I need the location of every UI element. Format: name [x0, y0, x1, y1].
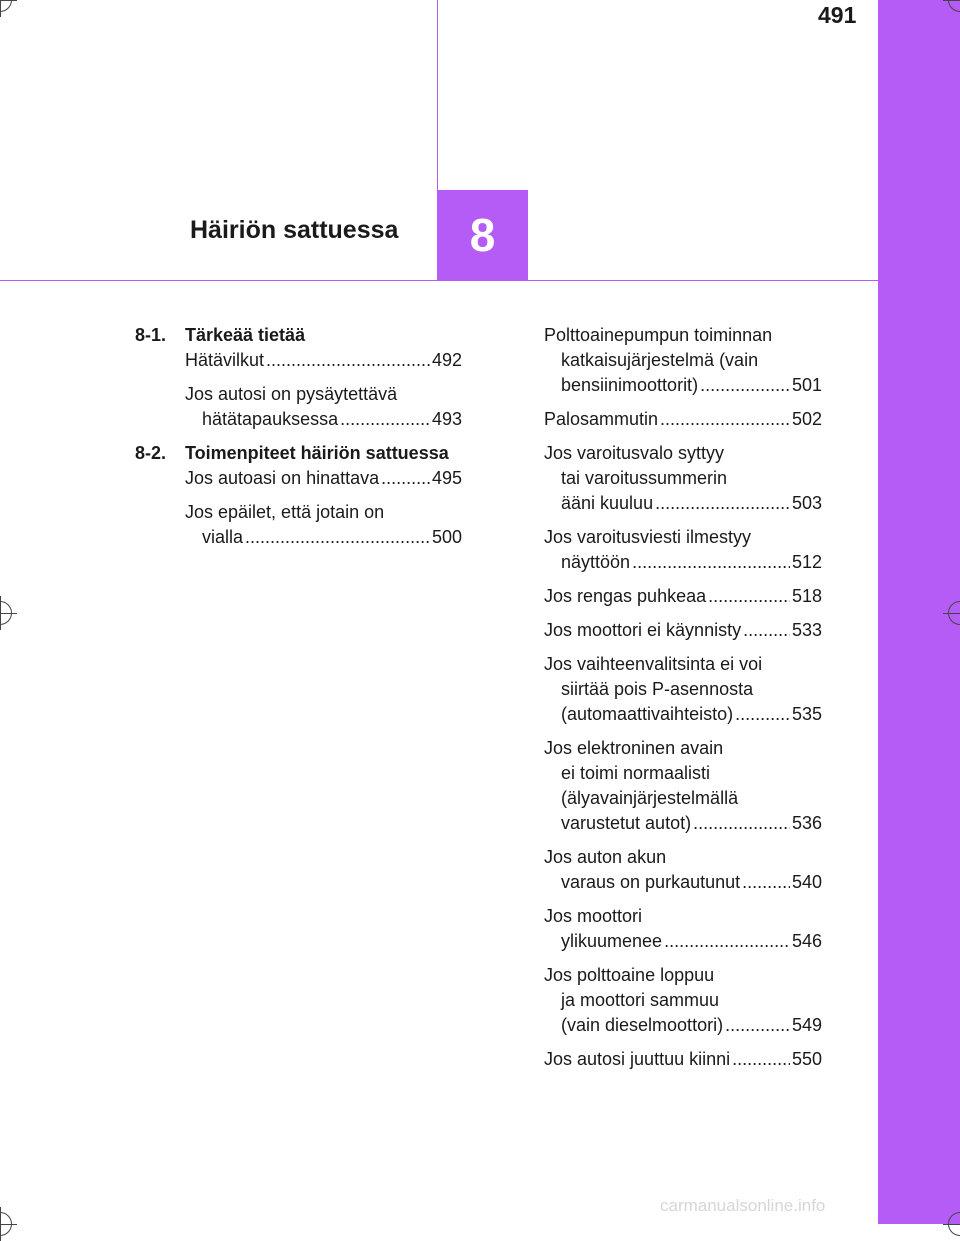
toc-leader-dots: [340, 407, 430, 432]
registration-mark-icon: [948, 1212, 960, 1236]
toc-leader-dots: [742, 870, 790, 895]
toc-right-column: [544, 323, 822, 1081]
toc-entry-text: Jos autosi juuttuu kiinni: [544, 1049, 731, 1069]
toc-entry[interactable]: [544, 525, 822, 575]
toc-entry-last-line: [544, 702, 822, 727]
toc-entry-last-line: [544, 1047, 822, 1072]
toc-entry-text: hätätapauksessa: [202, 409, 339, 429]
toc-entry-last-line: [185, 348, 462, 373]
toc-section-number: 8-2.: [135, 443, 167, 463]
toc-entry[interactable]: [544, 963, 822, 1038]
watermark: carmanualsonline.info: [660, 1196, 826, 1215]
toc-leader-dots: [743, 618, 790, 643]
toc-entry-last-line: [544, 1013, 822, 1038]
toc-page-number: 536: [791, 813, 822, 833]
toc-leader-dots: [708, 584, 790, 609]
toc-leader-dots: [725, 1013, 790, 1038]
toc-entry-text: Jos moottori ei käynnisty: [544, 620, 742, 640]
toc-entry[interactable]: [544, 904, 822, 954]
toc-section: [135, 323, 462, 432]
toc-entry-last-line: [544, 491, 822, 516]
toc-leader-dots: [245, 525, 430, 550]
toc-page-number: 501: [791, 375, 822, 395]
toc-entry[interactable]: [544, 584, 822, 609]
toc-entry-text: bensiinimoottorit): [561, 375, 699, 395]
toc-page-number: 512: [791, 552, 822, 572]
toc-entry[interactable]: [185, 500, 462, 550]
toc-entry-text: Jos vaihteenvalitsinta ei voi: [544, 654, 763, 674]
toc-page-number: 549: [791, 1015, 822, 1035]
toc-entry-text: katkaisujärjestelmä (vain: [561, 350, 759, 370]
toc-entry-text: Jos varoitusvalo syttyy: [544, 443, 725, 463]
toc-page-number: 550: [791, 1049, 822, 1069]
toc-entry-last-line: [185, 466, 462, 491]
toc-entry-text: Jos autosi on pysäytettävä: [185, 384, 398, 404]
registration-mark-icon: [0, 0, 12, 12]
toc-entry-text: Polttoainepumpun toiminnan: [544, 325, 773, 345]
toc-entry[interactable]: [544, 1047, 822, 1072]
toc-entry-text: ääni kuuluu: [561, 493, 654, 513]
toc-section-title: Tärkeää tietää: [185, 325, 306, 345]
toc-leader-dots: [693, 811, 790, 836]
chapter-number-box: [437, 190, 528, 280]
toc-entry-text: Jos rengas puhkeaa: [544, 586, 707, 606]
toc-entry-text: näyttöön: [561, 552, 631, 572]
header-divider-vertical: [437, 0, 438, 190]
toc-section-heading: [135, 441, 462, 466]
chapter-title: Häiriön sattuessa: [190, 216, 399, 244]
toc-entry-last-line: [544, 584, 822, 609]
toc-entry-text: Jos polttoaine loppuu: [544, 965, 715, 985]
toc-entry[interactable]: [544, 652, 822, 727]
toc-page-number: 540: [791, 872, 822, 892]
toc-entry-text: varustetut autot): [561, 813, 692, 833]
toc-left-column: [135, 323, 462, 559]
toc-page-number: 518: [791, 586, 822, 606]
registration-mark-icon: [0, 601, 12, 625]
toc-page-number: 533: [791, 620, 822, 640]
toc-leader-dots: [732, 1047, 790, 1072]
header-divider-horizontal: [0, 280, 878, 281]
toc-page-number: 546: [791, 931, 822, 951]
toc-leader-dots: [266, 348, 430, 373]
toc-section-title: Toimenpiteet häiriön sattuessa: [185, 443, 449, 463]
toc-leader-dots: [381, 466, 430, 491]
toc-page-number: 535: [791, 704, 822, 724]
toc-leader-dots: [655, 491, 790, 516]
toc-entry[interactable]: [544, 618, 822, 643]
toc-leader-dots: [700, 373, 790, 398]
toc-page-number: 495: [431, 468, 462, 488]
toc-entry-text: Jos auton akun: [544, 847, 667, 867]
toc-entry-text: tai varoitussummerin: [561, 468, 728, 488]
toc-leader-dots: [632, 550, 790, 575]
toc-page-number: 500: [431, 527, 462, 547]
toc-entry-last-line: [544, 811, 822, 836]
page-number: 491: [818, 2, 857, 28]
toc-page-number: 493: [431, 409, 462, 429]
toc-entry[interactable]: [544, 736, 822, 836]
toc-entry-text: ei toimi normaalisti: [561, 763, 711, 783]
toc-section-number: 8-1.: [135, 325, 167, 345]
toc-entry-text: Jos epäilet, että jotain on: [185, 502, 385, 522]
toc-entry-last-line: [544, 929, 822, 954]
toc-entry-text: Jos varoitusviesti ilmestyy: [544, 527, 752, 547]
toc-section: [135, 441, 462, 550]
toc-entry-text: ja moottori sammuu: [561, 990, 720, 1010]
toc-entry-last-line: [544, 373, 822, 398]
toc-entry-last-line: [185, 407, 462, 432]
toc-entry-text: varaus on purkautunut: [561, 872, 741, 892]
toc-entry-text: ylikuumenee: [561, 931, 663, 951]
toc-entry-last-line: [544, 550, 822, 575]
toc-entry[interactable]: [544, 323, 822, 398]
toc-entry-text: (automaattivaihteisto): [561, 704, 734, 724]
toc-entry[interactable]: [544, 845, 822, 895]
toc-entry-text: Jos autoasi on hinattava: [185, 468, 380, 488]
toc-page-number: 503: [791, 493, 822, 513]
toc-entry-last-line: [185, 525, 462, 550]
toc-section-heading: [135, 323, 462, 348]
toc-entry[interactable]: [185, 382, 462, 432]
toc-entry-text: Hätävilkut: [185, 350, 265, 370]
toc-entry[interactable]: [185, 466, 462, 491]
toc-leader-dots: [664, 929, 790, 954]
toc-entry-last-line: [544, 618, 822, 643]
toc-entry-text: Palosammutin: [544, 409, 659, 429]
toc-entry-text: siirtää pois P-asennosta: [561, 679, 754, 699]
registration-mark-icon: [0, 1212, 12, 1236]
chapter-number: 8: [469, 209, 496, 261]
toc-entry-last-line: [544, 870, 822, 895]
toc-entry[interactable]: [544, 441, 822, 516]
toc-entry-text: vialla: [202, 527, 244, 547]
toc-page-number: 502: [791, 409, 822, 429]
toc-leader-dots: [735, 702, 790, 727]
toc-entry-last-line: [544, 407, 822, 432]
toc-entry-text: (älyavainjärjestelmällä: [561, 788, 739, 808]
toc-entry[interactable]: [185, 348, 462, 373]
toc-entry-text: Jos elektroninen avain: [544, 738, 724, 758]
toc-page-number: 492: [431, 350, 462, 370]
toc-entry[interactable]: [544, 407, 822, 432]
toc-entry-text: (vain dieselmoottori): [561, 1015, 724, 1035]
toc-entry-text: Jos moottori: [544, 906, 643, 926]
toc-leader-dots: [660, 407, 790, 432]
